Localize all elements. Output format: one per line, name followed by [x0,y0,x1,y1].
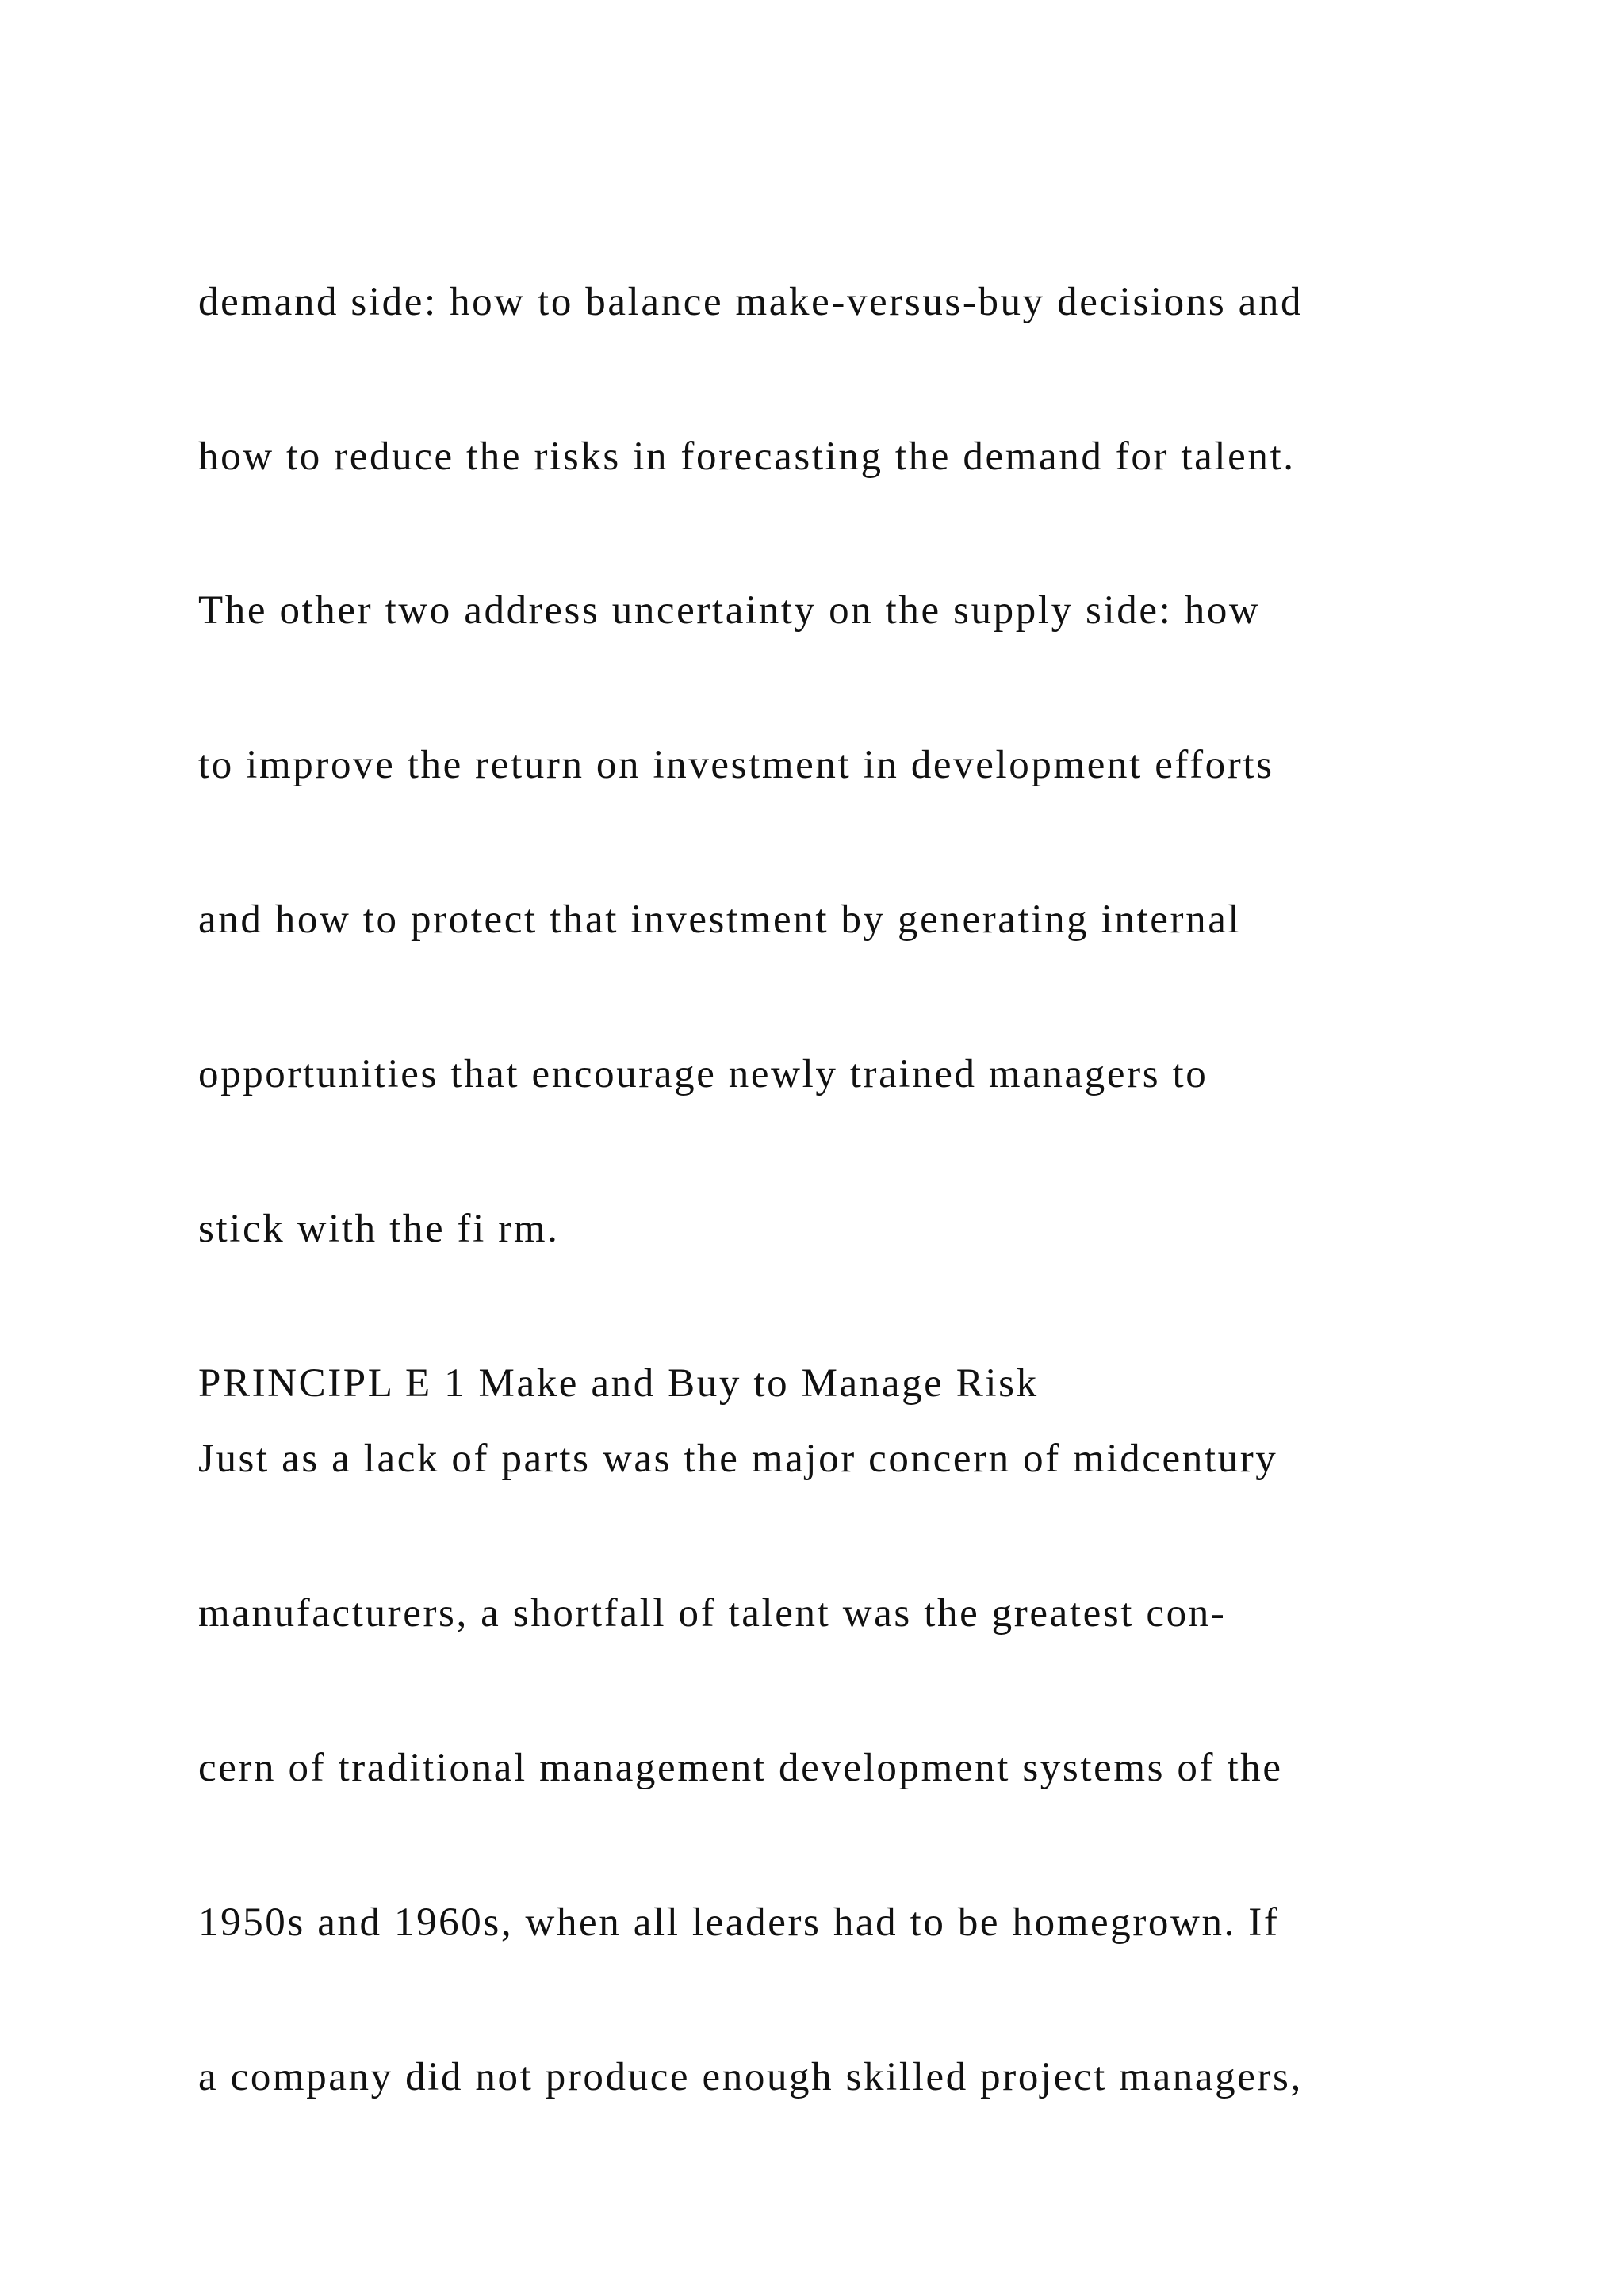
text-line-5: and how to protect that investment by generating internal [198,897,1242,942]
text-line-6: opportunities that encourage newly trained managers to [198,1052,1208,1096]
text-line-8: Just as a lack of parts was the major concern of midcentury [198,1437,1278,1481]
text-line-11: 1950s and 1960s, when all leaders had to be homegrown. If [198,1900,1280,1945]
text-line-2: how to reduce the risks in forecasting the demand for talent. [198,434,1296,479]
text-line-12: a company did not produce enough skilled project managers, [198,2055,1303,2099]
text-line-9: manufacturers, a shortfall of talent was the greatest con- [198,1591,1227,1636]
text-line-10: cern of traditional management development systems of the [198,1746,1283,1790]
text-line-4: to improve the return on investment in development efforts [198,743,1274,787]
text-line-3: The other two address uncertainty on the supply side: how [198,588,1261,633]
section-heading: PRINCIPL E 1 Make and Buy to Manage Risk [198,1361,1039,1406]
text-line-1: demand side: how to balance make-versus-buy decisions and [198,280,1304,324]
text-line-7: stick with the fi rm. [198,1207,560,1251]
